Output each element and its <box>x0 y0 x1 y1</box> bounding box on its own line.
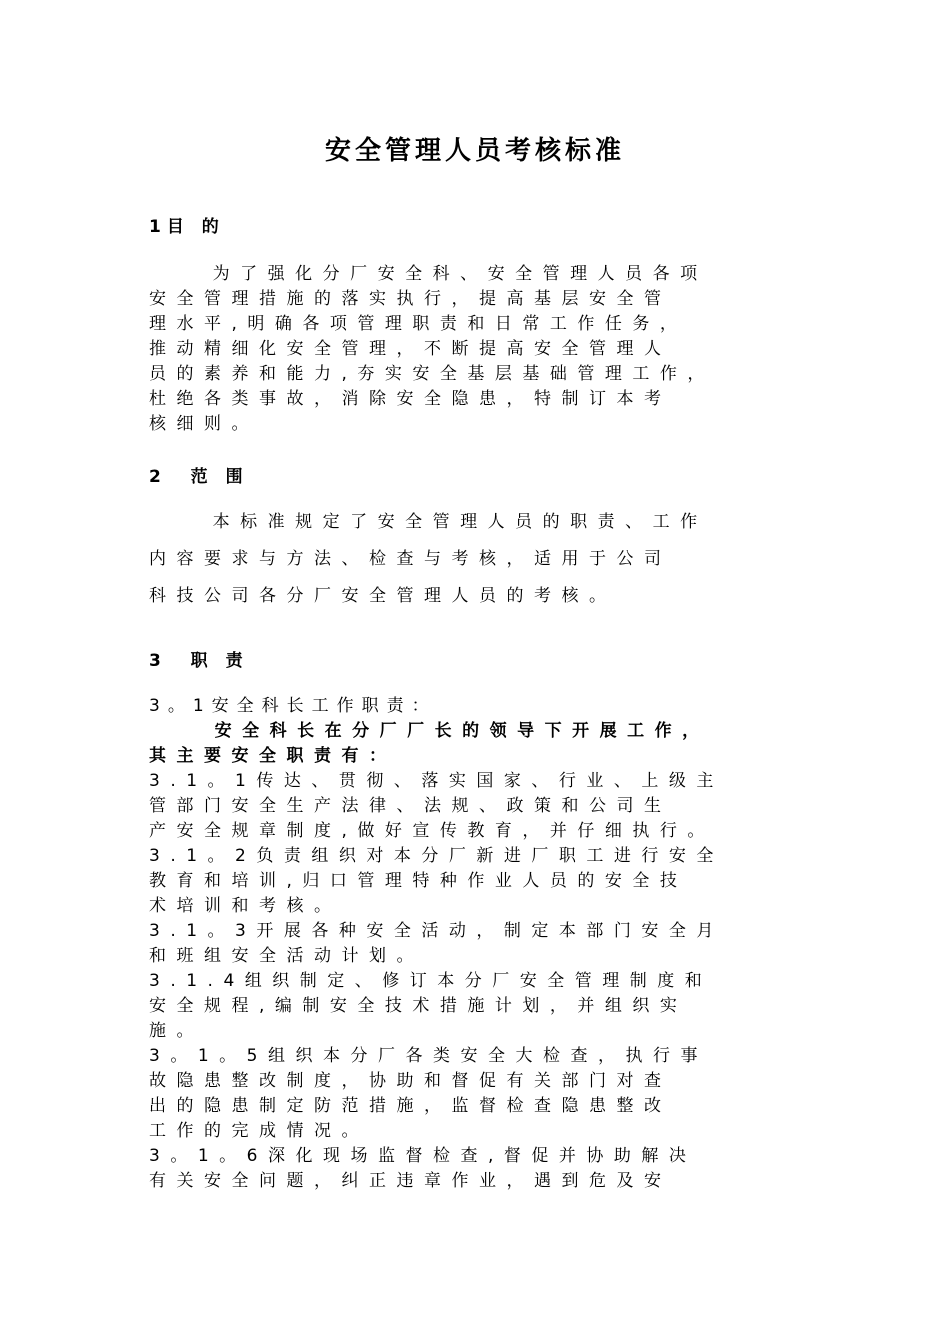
paragraph-line: 本标准规定了安全管理人员的职责、工作 <box>149 512 708 532</box>
paragraph-line: 科技公司各分厂安全管理人员的考核。 <box>149 586 617 606</box>
paragraph-line: 安全管理措施的落实执行，提高基层安全管 <box>149 289 672 309</box>
page-title: 安全管理人员考核标准 <box>324 136 625 166</box>
duty-line: 工作的完成情况。 <box>149 1121 369 1141</box>
duty-line: 3.1。3开展各种安全活动，制定本部门安全月 <box>149 921 724 941</box>
paragraph-line: 内容要求与方法、检查与考核，适用于公司 <box>149 549 672 569</box>
section-heading-scope: 2 范 围 <box>149 467 249 487</box>
section-scope <box>149 462 814 487</box>
duty-line: 和班组安全活动计划。 <box>149 946 424 966</box>
duty-line: 施。 <box>149 1021 204 1041</box>
paragraph-line: 杜绝各类事故，消除安全隐患，特制订本考 <box>149 389 672 409</box>
scope-paragraph <box>149 504 814 615</box>
purpose-paragraph <box>149 262 814 437</box>
duty-line: 教育和培训,归口管理特种作业人员的安全技 <box>149 871 688 891</box>
section-heading-purpose: 1目 的 <box>149 217 225 237</box>
bold-line: 其主要安全职责有： <box>149 746 397 766</box>
duty-line: 管部门安全生产法律、法规、政策和公司生 <box>149 796 672 816</box>
paragraph-line: 推动精细化安全管理，不断提高安全管理人 <box>149 339 672 359</box>
section-heading-duty: 3 职 责 <box>149 651 249 671</box>
paragraph-line: 核细则。 <box>149 414 259 434</box>
duty-line: 有关安全问题，纠正违章作业，遇到危及安 <box>149 1171 672 1191</box>
duty-line: 3。1。5组织本分厂各类安全大检查，执行事 <box>149 1046 708 1066</box>
paragraph-line: 为了强化分厂安全科、安全管理人员各项 <box>149 264 708 284</box>
duty-line: 产安全规章制度,做好宣传教育，并仔细执行。 <box>149 821 715 841</box>
duty-line: 3.1。1传达、贯彻、落实国家、行业、上级主 <box>149 771 724 791</box>
duty-line: 3。1。6深化现场监督检查,督促并协助解决 <box>149 1146 697 1166</box>
section-purpose <box>149 212 814 237</box>
duty-line: 安全规程,编制安全技术措施计划，并组织实 <box>149 996 688 1016</box>
duty-line: 出的隐患制定防范措施，监督检查隐患整改 <box>149 1096 672 1116</box>
paragraph-line: 理水平,明确各项管理职责和日常工作任务， <box>149 314 688 334</box>
duty-line: 3.1。2负责组织对本分厂新进厂职工进行安全 <box>149 846 724 866</box>
duty-line: 术培训和考核。 <box>149 896 342 916</box>
sub-heading: 3。1安全科长工作职责： <box>149 696 437 716</box>
duty-content <box>149 694 814 1194</box>
section-duty <box>149 646 814 671</box>
duty-line: 故隐患整改制度，协助和督促有关部门对查 <box>149 1071 672 1091</box>
bold-line: 安全科长在分厂厂长的领导下开展工作， <box>149 721 710 741</box>
duty-line: 3.1.4组织制定、修订本分厂安全管理制度和 <box>149 971 713 991</box>
paragraph-line: 员的素养和能力,夯实安全基层基础管理工作， <box>149 364 715 384</box>
